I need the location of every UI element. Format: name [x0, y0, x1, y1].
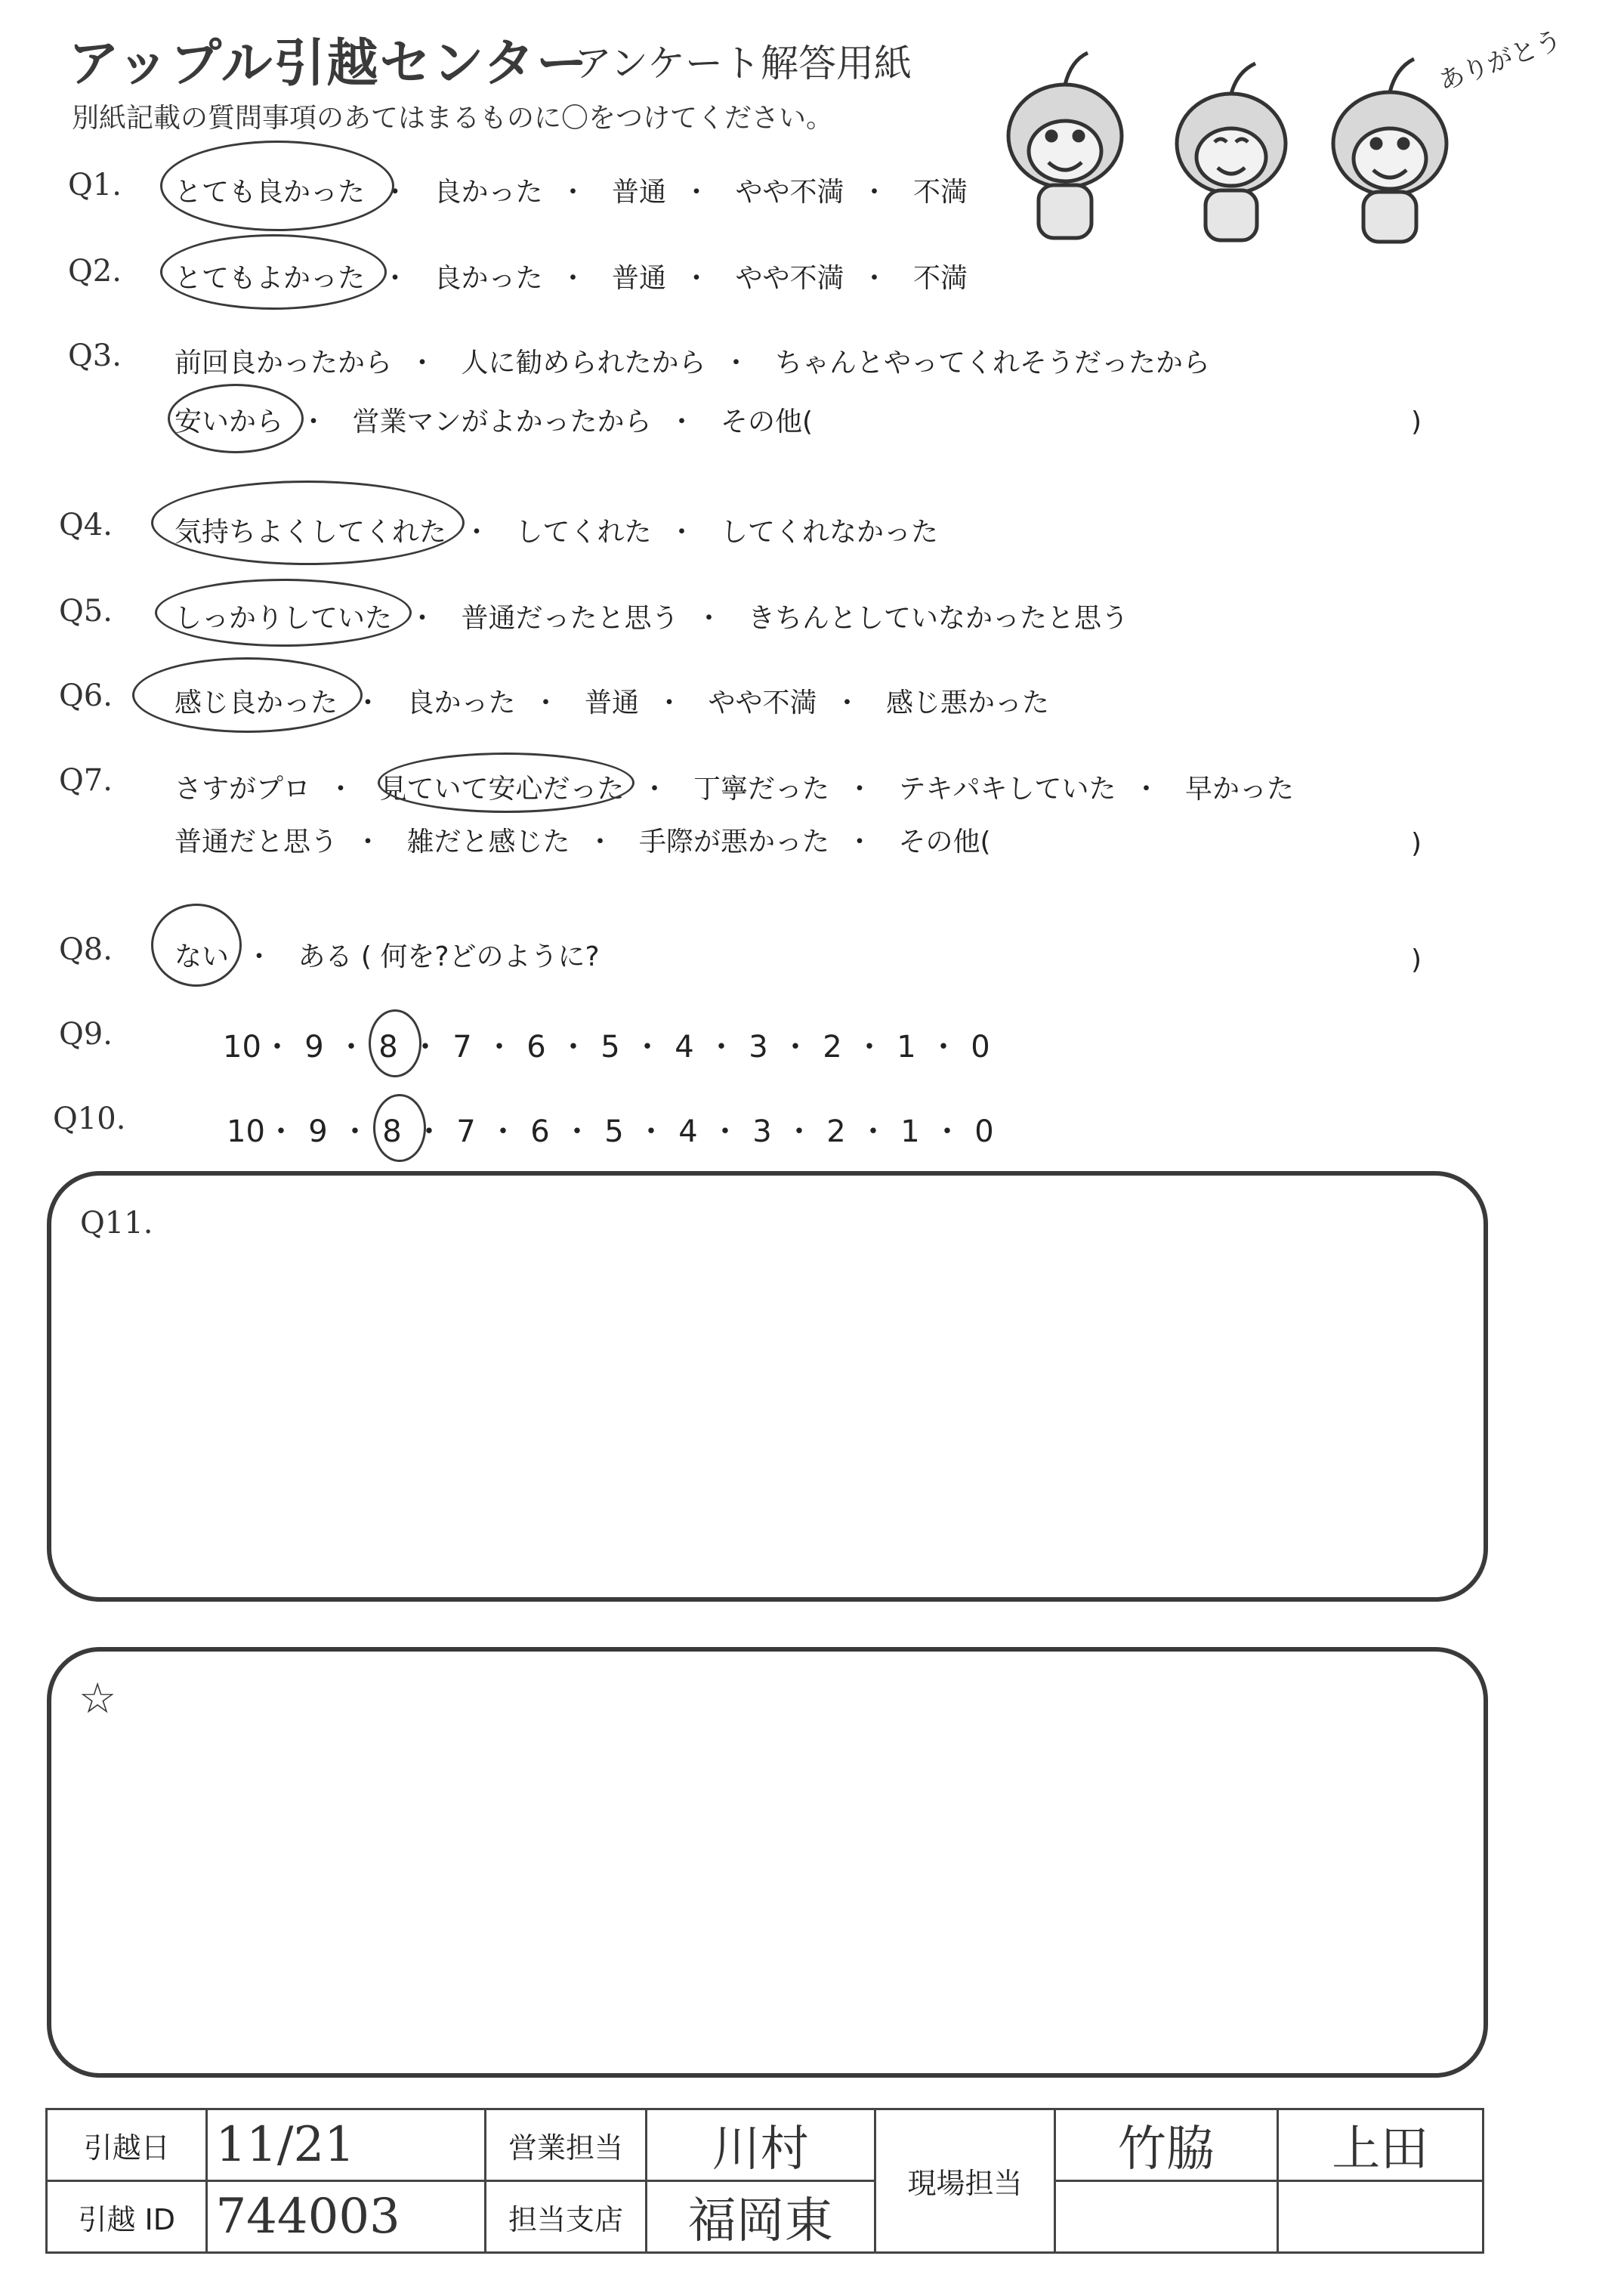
- q9-number: Q9.: [59, 1017, 113, 1052]
- q10-rating-scale: 10・ 9 ・ 8 ・ 7 ・ 6 ・ 5 ・ 4 ・ 3 ・ 2 ・ 1 ・ 0: [227, 1108, 1002, 1151]
- q4-option[interactable]: 気持ちよくしてくれた: [174, 517, 447, 548]
- q1-options: とても良かった ・ 良かった ・ 普通 ・ やや不満 ・ 不満: [170, 171, 972, 209]
- q8-option[interactable]: ある ( 何を?どのように?: [298, 941, 600, 972]
- q9-rating-option[interactable]: 7: [452, 1030, 472, 1065]
- document-title: アンケート解答用紙: [574, 42, 912, 85]
- q3-option[interactable]: 人に勧められたから: [461, 348, 706, 379]
- footer-info-table: [45, 2108, 1484, 2254]
- q9-rating-option[interactable]: 10: [223, 1030, 261, 1065]
- field-staff-empty-cell: [1277, 2181, 1483, 2253]
- q6-option[interactable]: 良かった: [406, 688, 516, 718]
- q3-option[interactable]: ちゃんとやってくれそうだったから: [774, 348, 1210, 379]
- sales-rep-label: 営業担当: [486, 2109, 646, 2181]
- q2-option[interactable]: とてもよかった: [174, 263, 366, 294]
- q10-rating-option[interactable]: 3: [752, 1114, 772, 1149]
- q11-label: Q11.: [80, 1206, 153, 1241]
- q9-rating-option[interactable]: 1: [897, 1030, 916, 1065]
- field-staff-empty-cell: [1055, 2181, 1277, 2253]
- q3-option[interactable]: 安いから: [174, 406, 284, 437]
- q3-number: Q3.: [68, 338, 122, 373]
- q6-options: 感じ良かった ・ 良かった ・ 普通 ・ やや不満 ・ 感じ悪かった: [170, 681, 1054, 720]
- q6-option[interactable]: 感じ良かった: [174, 688, 338, 718]
- q8-options: ない ・ ある ( 何を?どのように?: [170, 935, 604, 974]
- q10-rating-option[interactable]: 4: [678, 1114, 698, 1149]
- q9-rating-option[interactable]: 9: [304, 1030, 324, 1065]
- q7-option[interactable]: 丁寧だった: [693, 774, 829, 805]
- q4-options: 気持ちよくしてくれた ・ してくれた ・ してくれなかった: [170, 511, 943, 549]
- q10-rating-option[interactable]: 1: [900, 1114, 920, 1149]
- sales-rep-value: 川村: [646, 2109, 875, 2181]
- instruction-text: 別紙記載の質問事項のあてはまるものに〇をつけてください。: [72, 103, 834, 134]
- q7-option[interactable]: 見ていて安心だった: [379, 774, 625, 805]
- q4-option[interactable]: してくれた: [515, 517, 652, 548]
- q9-rating-scale: 10・ 9 ・ 8 ・ 7 ・ 6 ・ 5 ・ 4 ・ 3 ・ 2 ・ 1 ・ 0: [223, 1023, 998, 1066]
- branch-label: 担当支店: [486, 2181, 646, 2253]
- q6-option[interactable]: 普通: [584, 688, 639, 718]
- q10-rating-option[interactable]: 9: [308, 1114, 328, 1149]
- q9-rating-option[interactable]: 8: [378, 1030, 398, 1065]
- q10-rating-option[interactable]: 8: [382, 1114, 402, 1149]
- brand-logo-text: アップル引越センター: [68, 34, 589, 94]
- q7-other-close-paren: ): [1411, 828, 1422, 859]
- q9-rating-option[interactable]: 3: [749, 1030, 768, 1065]
- q10-rating-option[interactable]: 2: [826, 1114, 846, 1149]
- q9-rating-option[interactable]: 5: [601, 1030, 620, 1065]
- q2-option[interactable]: 不満: [912, 263, 968, 294]
- q7-option[interactable]: 普通だと思う: [174, 827, 338, 858]
- q10-number: Q10.: [53, 1102, 126, 1136]
- star-comment-box[interactable]: [47, 1647, 1488, 2078]
- star-icon: ☆: [79, 1674, 117, 1723]
- q6-option[interactable]: やや不満: [708, 688, 817, 718]
- q8-close-paren: ): [1411, 944, 1422, 975]
- q9-rating-option[interactable]: 0: [971, 1030, 990, 1065]
- q7-options-line1: さすがプロ ・ 見ていて安心だった ・ 丁寧だった ・ テキパキしていた ・ 早かった: [170, 768, 1298, 806]
- q10-rating-option[interactable]: 6: [530, 1114, 550, 1149]
- q7-option[interactable]: 雑だと感じた: [406, 827, 570, 858]
- field-staff-2: 上田: [1277, 2109, 1483, 2181]
- q5-option[interactable]: 普通だったと思う: [461, 603, 679, 634]
- move-date-value: 11/21: [207, 2109, 486, 2181]
- q3-options-line2: 安いから ・ 営業マンがよかったから ・ その他(: [170, 400, 817, 439]
- q1-option[interactable]: やや不満: [735, 177, 844, 208]
- q2-option[interactable]: 普通: [611, 263, 666, 294]
- q5-option[interactable]: きちんとしていなかったと思う: [747, 603, 1128, 634]
- q7-options-line2: 普通だと思う ・ 雑だと感じた ・ 手際が悪かった ・ その他(: [170, 820, 996, 859]
- q7-option[interactable]: 手際が悪かった: [638, 827, 829, 858]
- q1-option[interactable]: 良かった: [434, 177, 543, 208]
- q5-number: Q5.: [59, 594, 113, 629]
- q6-number: Q6.: [59, 678, 113, 713]
- q7-option[interactable]: 早かった: [1184, 774, 1294, 805]
- move-id-label: 引越 ID: [47, 2181, 207, 2253]
- q3-option[interactable]: その他(: [720, 406, 814, 437]
- q9-rating-option[interactable]: 6: [526, 1030, 546, 1065]
- q10-rating-option[interactable]: 10: [227, 1114, 265, 1149]
- q9-rating-option[interactable]: 4: [675, 1030, 694, 1065]
- q7-number: Q7.: [59, 763, 113, 798]
- q5-option[interactable]: しっかりしていた: [174, 603, 393, 634]
- q2-number: Q2.: [68, 254, 122, 289]
- q1-option[interactable]: 不満: [912, 177, 968, 208]
- q3-options-line1: 前回良かったから ・ 人に勧められたから ・ ちゃんとやってくれそうだったから: [170, 341, 1215, 380]
- q10-rating-option[interactable]: 7: [456, 1114, 476, 1149]
- q9-rating-option[interactable]: 2: [823, 1030, 842, 1065]
- move-date-label: 引越日: [47, 2109, 207, 2181]
- q7-option[interactable]: さすがプロ: [174, 774, 311, 805]
- q3-option[interactable]: 前回良かったから: [174, 348, 393, 379]
- q1-option[interactable]: 普通: [611, 177, 666, 208]
- q2-option[interactable]: 良かった: [434, 263, 543, 294]
- q3-other-close-paren: ): [1411, 406, 1422, 437]
- q1-option[interactable]: とても良かった: [174, 177, 366, 208]
- mascot-monkeys-illustration: [982, 24, 1566, 249]
- q7-option[interactable]: テキパキしていた: [898, 774, 1116, 805]
- q2-option[interactable]: やや不満: [735, 263, 844, 294]
- q10-rating-option[interactable]: 5: [604, 1114, 624, 1149]
- q1-number: Q1.: [68, 168, 122, 202]
- field-staff-label: 現場担当: [875, 2109, 1055, 2253]
- q2-options: とてもよかった ・ 良かった ・ 普通 ・ やや不満 ・ 不満: [170, 257, 972, 295]
- q8-option[interactable]: ない: [174, 941, 230, 972]
- q4-option[interactable]: してくれなかった: [720, 517, 938, 548]
- q8-number: Q8.: [59, 932, 113, 967]
- q3-option[interactable]: 営業マンがよかったから: [352, 406, 652, 437]
- field-staff-1: 竹脇: [1055, 2109, 1277, 2181]
- branch-value: 福岡東: [646, 2181, 875, 2253]
- q7-option[interactable]: その他(: [898, 827, 991, 858]
- q6-option[interactable]: 感じ悪かった: [885, 688, 1049, 718]
- move-id-value: 744003: [207, 2181, 486, 2253]
- q5-options: しっかりしていた ・ 普通だったと思う ・ きちんとしていなかったと思う: [170, 597, 1133, 635]
- q11-comment-box[interactable]: [47, 1171, 1488, 1602]
- q4-number: Q4.: [59, 508, 113, 542]
- mascot-caption: ありがとう: [1434, 24, 1566, 97]
- q10-rating-option[interactable]: 0: [974, 1114, 994, 1149]
